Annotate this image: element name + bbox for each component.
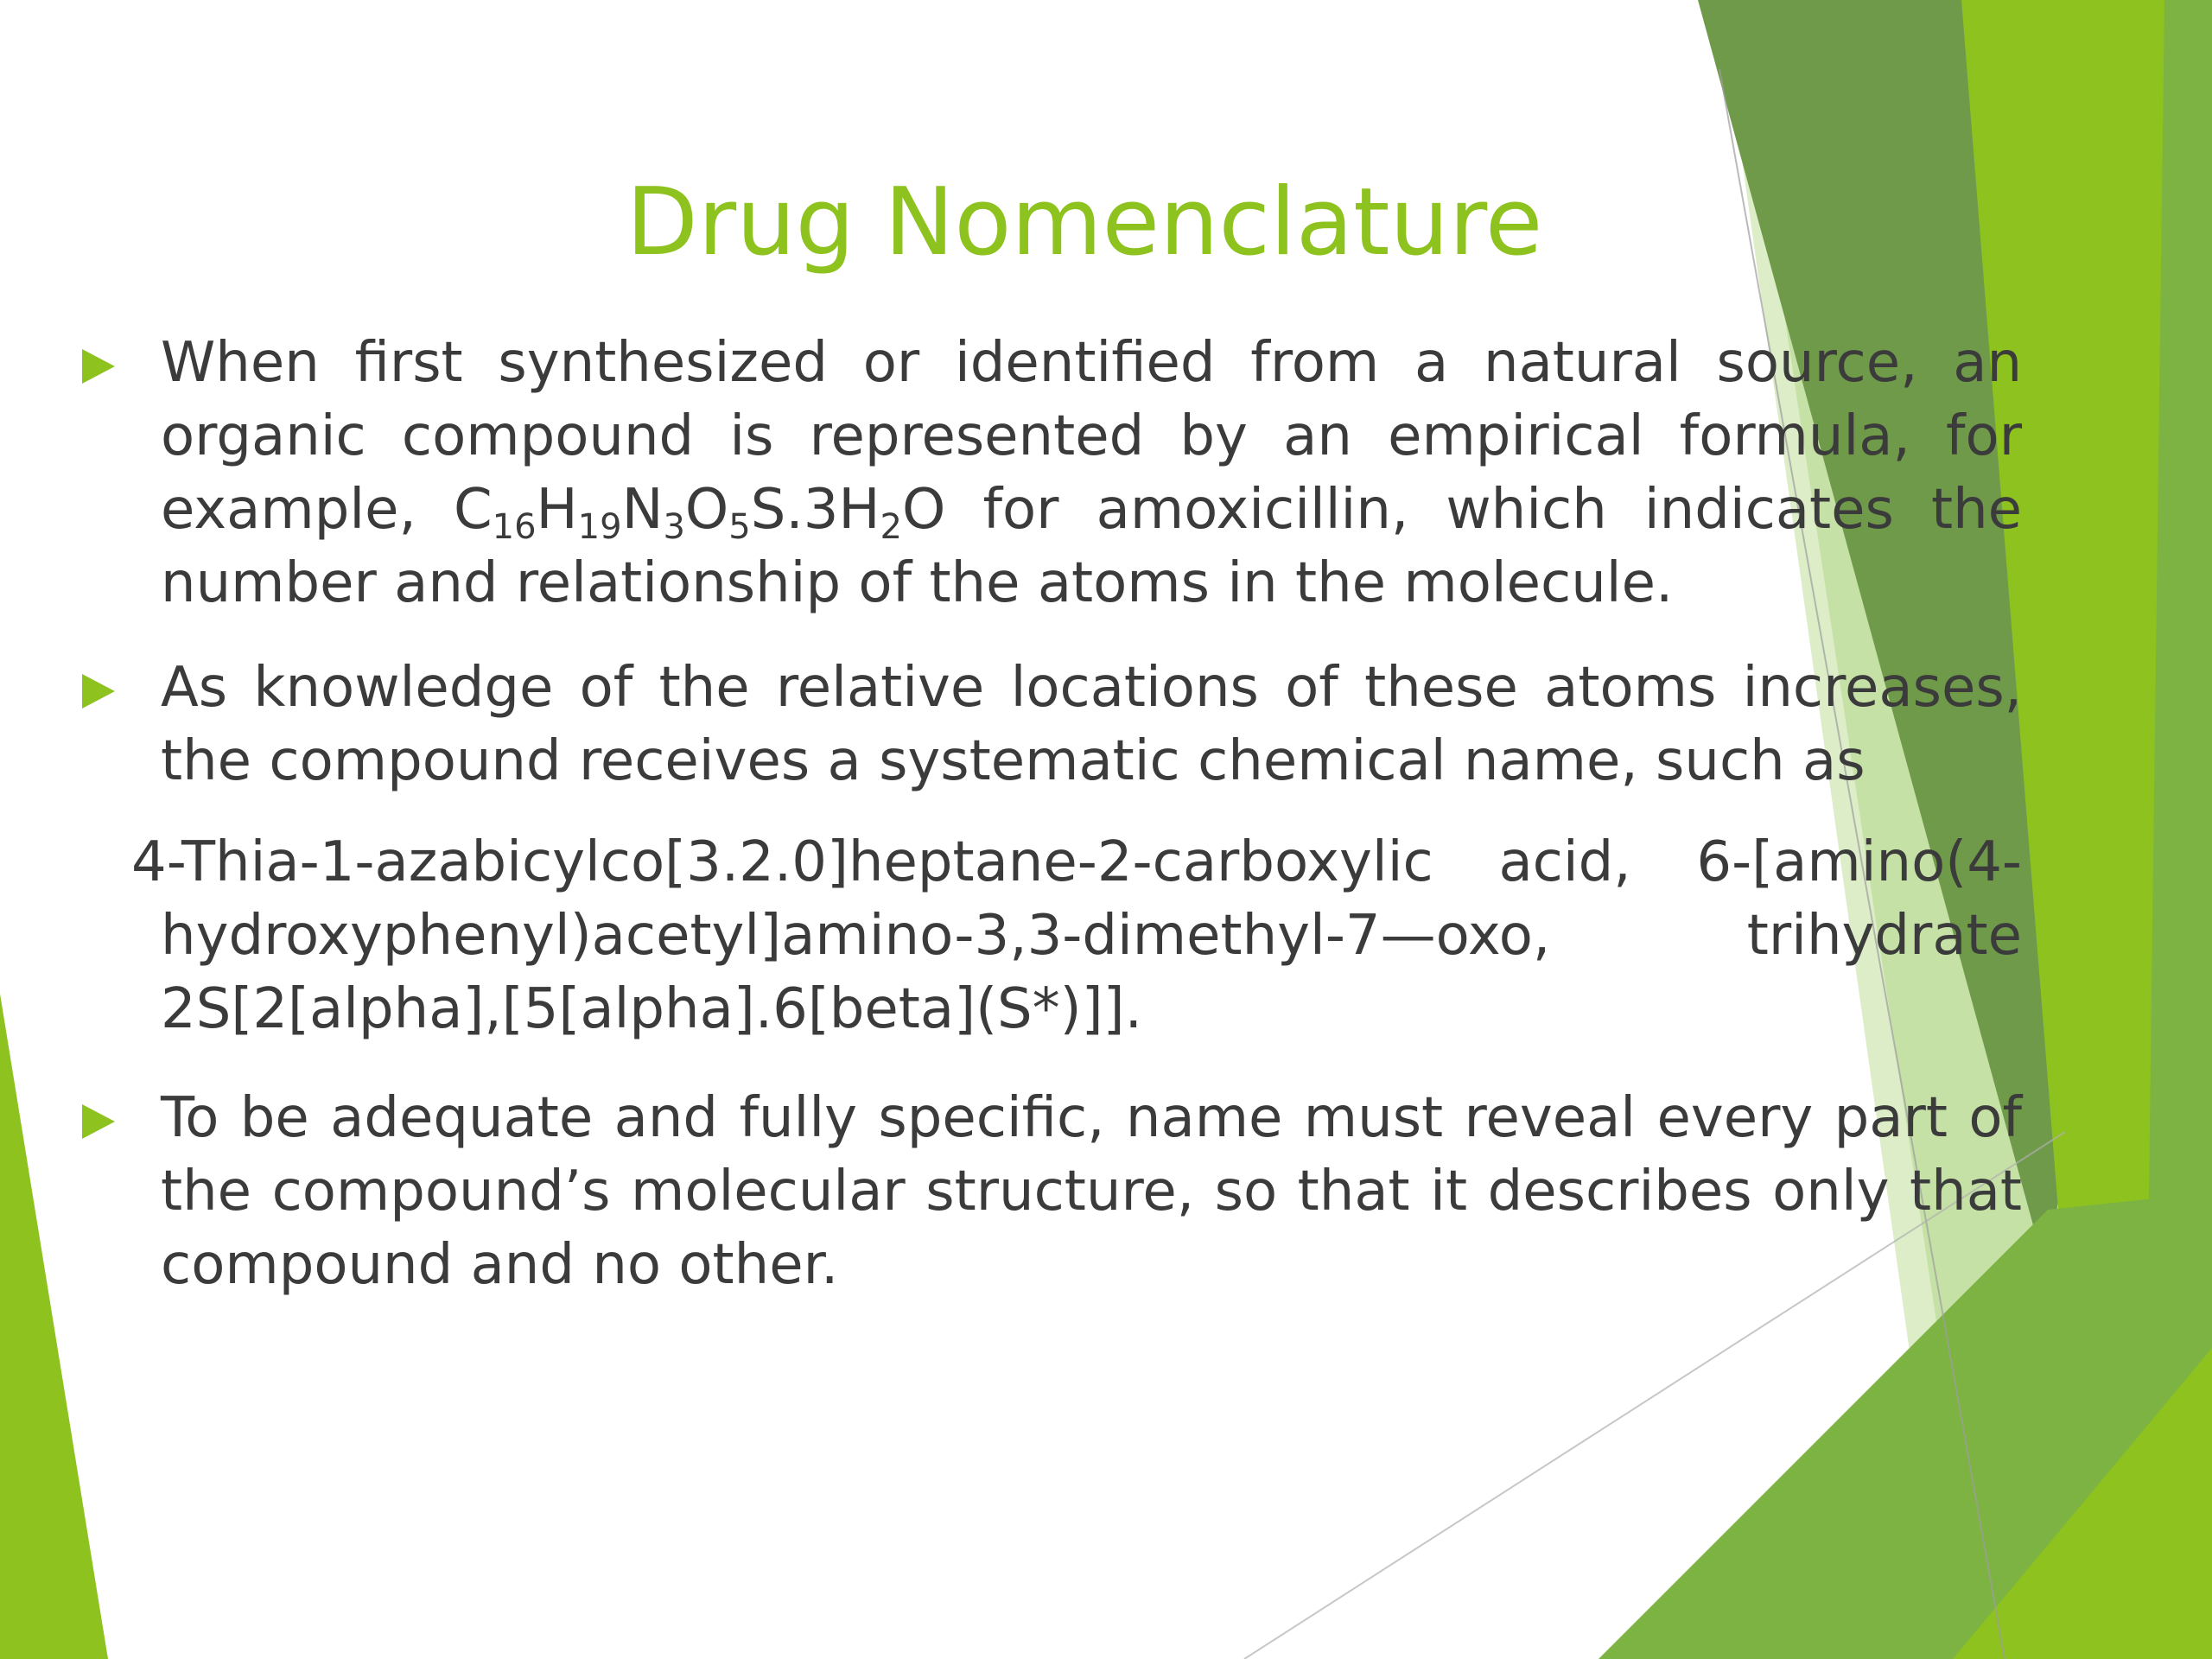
bullet-arrow-icon bbox=[82, 674, 115, 709]
slide-title: Drug Nomenclature bbox=[626, 168, 1543, 276]
left-green-sliver bbox=[0, 994, 108, 1659]
bullet-arrow-icon bbox=[82, 1104, 115, 1139]
chemical-name bbox=[131, 826, 2022, 1046]
bullet-arrow-icon bbox=[82, 349, 115, 384]
chemical-name-line-3: 2S[2[alpha],[5[alpha].6[beta](S*)]]. bbox=[161, 977, 1142, 1041]
chemical-name-line-2: hydroxyphenyl)acetyl]amino-3,3-dimethyl-7—oxo, trihydrate bbox=[161, 904, 2022, 968]
bullet-1-post: for amoxicillin, which indicates the number and relationship of the atoms in the molecule. bbox=[161, 478, 2023, 615]
empirical-formula: $C_{16}H_{19}N_3O_5S.3H_2O$ bbox=[453, 478, 946, 547]
bullet-2: As knowledge of the relative locations of these atoms increases, the compound receives a systematic chemical name, such as bbox=[161, 656, 2022, 793]
chemical-name-line-1: 4-Thia-1-azabicylco[3.2.0]heptane-2-carboxylic acid, 6-[amino(4- bbox=[131, 830, 2022, 894]
bullet-3: To be adequate and fully specific, name must reveal every part of the compound’s molecular structure, so that it describes only that compound and no other. bbox=[161, 1086, 2022, 1297]
bullet-1-pre: When first synthesized or identified from a natural source, an organic compound is represented by an empirical formula, for example, bbox=[161, 331, 2022, 542]
bullet-1 bbox=[161, 327, 2022, 620]
